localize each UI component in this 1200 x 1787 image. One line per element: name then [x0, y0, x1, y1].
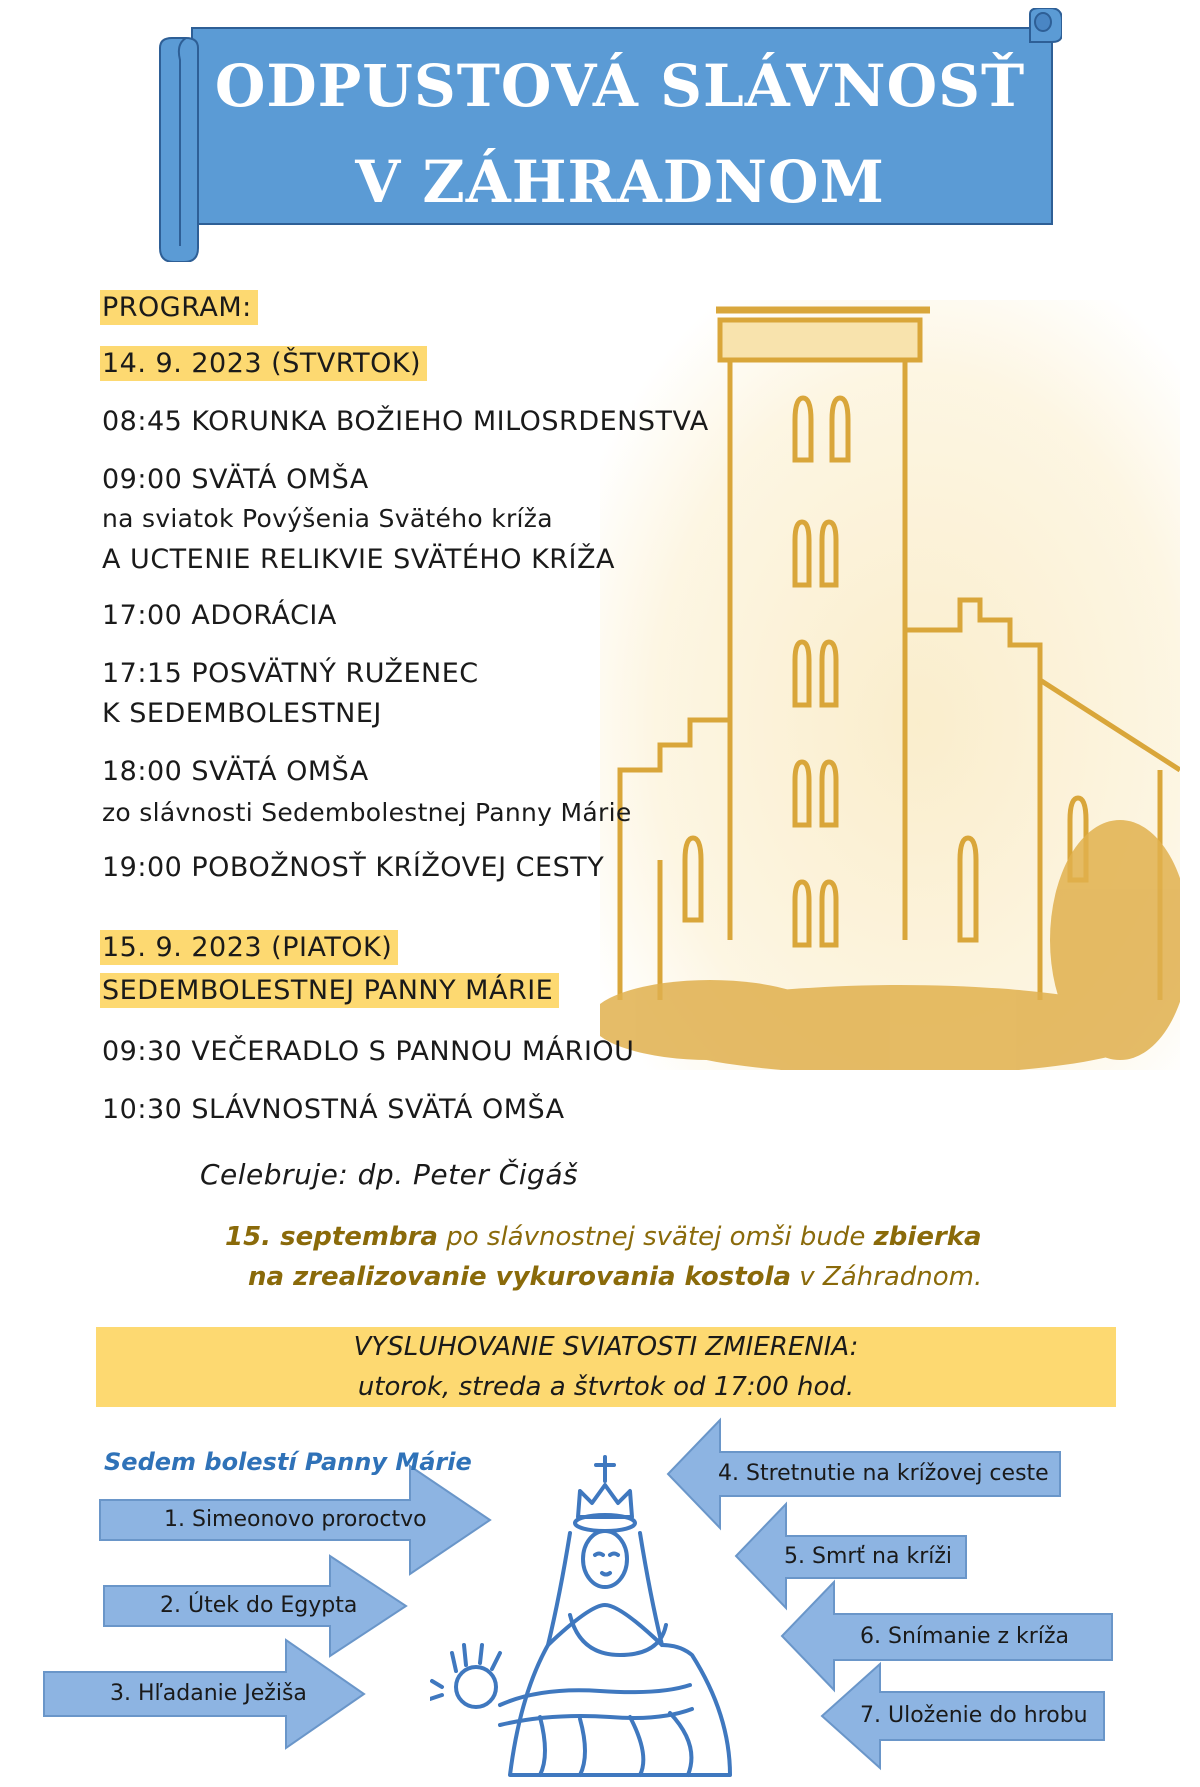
day1-item-0900: 09:00 SVÄTÁ OMŠA: [102, 464, 369, 495]
day1-item-1715-detail: K SEDEMBOLESTNEJ: [102, 698, 382, 729]
day2-date: 15. 9. 2023 (PIATOK): [102, 932, 398, 963]
confession-title: VYSLUHOVANIE SVIATOSTI ZMIERENIA:: [353, 1332, 859, 1362]
sorrow-1-label: 1. Simeonovo proroctvo: [164, 1507, 427, 1532]
day1-item-0900-detail: na sviatok Povýšenia Svätého kríža: [102, 504, 553, 533]
day2-subtitle: SEDEMBOLESTNEJ PANNY MÁRIE: [102, 975, 559, 1006]
program-heading: PROGRAM:: [102, 292, 258, 323]
sorrow-6-label: 6. Snímanie z kríža: [860, 1624, 1069, 1649]
title-line-2: V ZÁHRADNOM: [355, 148, 885, 216]
sorrow-4-label: 4. Stretnutie na krížovej ceste: [718, 1461, 1049, 1486]
day2-item-0930: 09:30 VEČERADLO S PANNOU MÁRIOU: [102, 1036, 635, 1067]
title-line-1: ODPUSTOVÁ SLÁVNOSŤ: [214, 52, 1026, 120]
sorrow-7-label: 7. Uloženie do hrobu: [860, 1703, 1088, 1728]
day1-item-1800: 18:00 SVÄTÁ OMŠA: [102, 756, 369, 787]
day1-item-1715: 17:15 POSVÄTNÝ RUŽENEC: [102, 658, 479, 689]
day1-item-1800-detail: zo slávnosti Sedembolestnej Panny Márie: [102, 798, 632, 827]
pieta-illustration: [430, 1455, 760, 1785]
sorrow-5-label: 5. Smrť na kríži: [784, 1544, 953, 1569]
collection-line-2: na zrealizovanie vykurovania kostola v Záhradnom.: [248, 1262, 983, 1292]
sorrows-title: Sedem bolestí Panny Márie: [104, 1448, 472, 1476]
day2-item-1030: 10:30 SLÁVNOSTNÁ SVÄTÁ OMŠA: [102, 1094, 565, 1125]
confession-times: utorok, streda a štvrtok od 17:00 hod.: [357, 1372, 855, 1402]
collection-line-1: 15. septembra po slávnostnej svätej omši bude zbierka: [225, 1222, 982, 1252]
sorrow-3-label: 3. Hľadanie Ježiša: [110, 1681, 307, 1706]
day1-item-relic: A UCTENIE RELIKVIE SVÄTÉHO KRÍŽA: [102, 544, 615, 575]
day1-date: 14. 9. 2023 (ŠTVRTOK): [102, 348, 427, 379]
sorrow-2-label: 2. Útek do Egypta: [160, 1593, 358, 1618]
day1-item-0845: 08:45 KORUNKA BOŽIEHO MILOSRDENSTVA: [102, 406, 709, 437]
celebrant: Celebruje: dp. Peter Čigáš: [200, 1158, 579, 1191]
day1-item-1700: 17:00 ADORÁCIA: [102, 600, 337, 631]
day1-item-1900: 19:00 POBOŽNOSŤ KRÍŽOVEJ CESTY: [102, 852, 605, 883]
